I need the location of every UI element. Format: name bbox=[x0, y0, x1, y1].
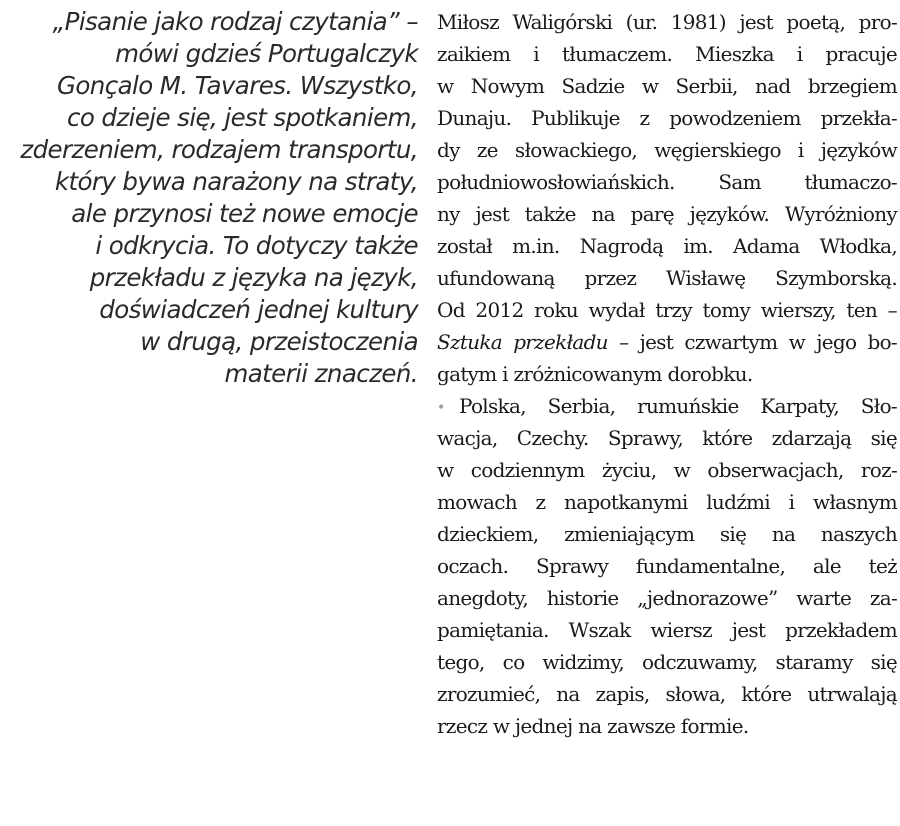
body-line: zaikiem i tłumaczem. Mieszka i pracuje bbox=[437, 42, 897, 66]
pull-quote-line: co dzieje się, jest spotkaniem, bbox=[66, 103, 418, 132]
body-line-rest: – jest czwartym w jego bo- bbox=[607, 330, 897, 354]
pull-quote-line: przekładu z języka na język, bbox=[89, 263, 418, 292]
body-line: oczach. Sprawy fundamentalne, ale też bbox=[437, 554, 897, 578]
body-line: pamiętania. Wszak wiersz jest przekładem bbox=[437, 618, 897, 642]
pull-quote-line: materii znaczeń. bbox=[224, 359, 418, 388]
pull-quote-line: który bywa narażony na straty, bbox=[54, 167, 418, 196]
body-line: w codziennym życiu, w obserwacjach, roz- bbox=[437, 458, 897, 482]
body-line: wacja, Czechy. Sprawy, które zdarzają się bbox=[437, 426, 897, 450]
body-line-first: Polska, Serbia, rumuńskie Karpaty, Sło- bbox=[459, 394, 897, 418]
body-line: został m.in. Nagrodą im. Adama Włodka, bbox=[437, 234, 897, 258]
pull-quote-line: i odkrycia. To dotyczy także bbox=[95, 231, 418, 260]
body-line bbox=[437, 326, 897, 358]
pull-quote-line: w drugą, przeistoczenia bbox=[140, 327, 418, 356]
body-line: anegdoty, historie „jednorazowe” warte za- bbox=[437, 586, 897, 610]
pull-quote-line: „Pisanie jako rodzaj czytania” – bbox=[52, 7, 418, 36]
pull-quote-line: zderzeniem, rodzajem transportu, bbox=[20, 135, 418, 164]
pull-quote-line: doświadczeń jednej kultury bbox=[99, 295, 418, 324]
body-text bbox=[437, 6, 897, 742]
body-line: południowosłowiańskich. Sam tłumaczo- bbox=[437, 170, 897, 194]
body-line: w Nowym Sadzie w Serbii, nad brzegiem bbox=[437, 74, 897, 98]
book-title: Sztuka przekładu bbox=[437, 330, 608, 354]
pull-quote-line: ale przynosi też nowe emocje bbox=[71, 199, 418, 228]
body-line bbox=[437, 390, 897, 422]
pull-quote bbox=[0, 6, 418, 390]
body-line: dzieckiem, zmieniającym się na naszych bbox=[437, 522, 897, 546]
pull-quote-line: mówi gdzieś Portugalczyk bbox=[115, 39, 418, 68]
body-line: Dunaju. Publikuje z powodzeniem przekła- bbox=[437, 106, 897, 130]
body-line: mowach z napotkanymi ludźmi i własnym bbox=[437, 490, 897, 514]
body-line: ufundowaną przez Wisławę Szymborską. bbox=[437, 266, 897, 290]
body-line: dy ze słowackiego, węgierskiego i języków bbox=[437, 138, 897, 162]
body-line: Miłosz Waligórski (ur. 1981) jest poetą, pro- bbox=[437, 10, 897, 34]
body-line: rzecz w jednej na zawsze formie. bbox=[437, 714, 749, 738]
bullet-icon: • bbox=[437, 399, 445, 416]
body-line: zrozumieć, na zapis, słowa, które utrwalają bbox=[437, 682, 897, 706]
body-line: tego, co widzimy, odczuwamy, staramy się bbox=[437, 650, 897, 674]
body-line: gatym i zróżnicowanym dorobku. bbox=[437, 362, 753, 386]
body-line: Od 2012 roku wydał trzy tomy wierszy, ten – bbox=[437, 298, 897, 322]
body-line: ny jest także na parę języków. Wyróżniony bbox=[437, 202, 897, 226]
paragraph-author-bio bbox=[437, 6, 897, 390]
pull-quote-line: Gonçalo M. Tavares. Wszystko, bbox=[57, 71, 418, 100]
paragraph-book-description bbox=[437, 390, 897, 742]
